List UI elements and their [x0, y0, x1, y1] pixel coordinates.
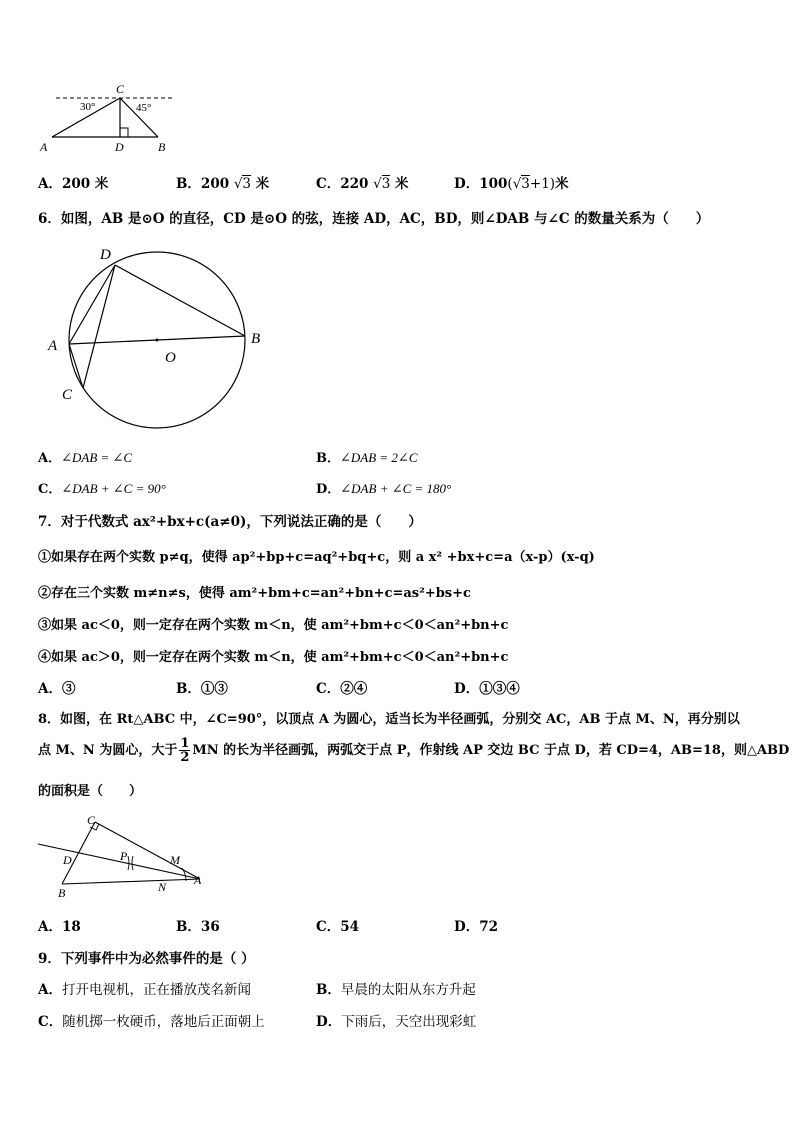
q6-option-d-letter: D．	[316, 482, 341, 497]
q9-option-b-text: 早晨的太阳从东方升起	[340, 982, 476, 998]
q7-option-b-text: ①③	[200, 681, 228, 697]
q5-option-b[interactable]	[176, 172, 269, 192]
fig8-label-n: N	[158, 880, 167, 894]
q8-option-d-text: 72	[479, 919, 499, 935]
q5-option-a[interactable]	[38, 172, 108, 192]
fig5-label-c: C	[116, 82, 125, 96]
fig8-label-c: C	[87, 813, 96, 827]
fig8-label-m: M	[170, 853, 180, 867]
q7-option-a-text: ③	[61, 681, 76, 697]
q7-stem-text: 对于代数式 ax²+bx+c(a≠0)，下列说法正确的是（ ）	[60, 514, 422, 530]
q7-option-c-letter: C．	[316, 681, 341, 697]
q6-stem-text: 如图，AB 是⊙O 的直径，CD 是⊙O 的弦，连接 AD，AC，BD，则∠DAB 与∠C 的数量关系为（ ）	[60, 211, 710, 227]
q9-number: 9．	[38, 951, 61, 967]
q9-option-c-text: 随机掷一枚硬币，落地后正面朝上	[62, 1014, 265, 1030]
q9-option-d-letter: D．	[316, 1014, 342, 1030]
q8-option-d[interactable]	[454, 915, 498, 935]
q8-frac-num: 1	[180, 736, 190, 751]
q9-option-a-text: 打开电视机，正在播放茂名新闻	[61, 982, 251, 998]
q8-line2-post: MN 的长为半径画弧，两弧交于点 P，作射线 AP 交边 BC 于点 D，若 CD=4，AB=18，则△ABD	[192, 743, 790, 758]
q6-option-b[interactable]	[316, 447, 418, 466]
q7-option-d-text: ①③④	[479, 681, 520, 697]
fig6-label-b: B	[251, 331, 261, 347]
q7-option-d-letter: D．	[454, 681, 480, 697]
fig8-label-d: D	[63, 853, 72, 867]
q6-option-c[interactable]	[38, 478, 166, 497]
q8-option-c-letter: C．	[316, 919, 341, 935]
q8-line1-text: 如图，在 Rt△ABC 中，∠C=90°，以顶点 A 为圆心，适当长为半径画弧，分别交 AC，AB 于点 M、N，再分别以	[60, 712, 740, 727]
q5-option-c-unit: 米	[395, 176, 409, 192]
sqrt-icon: √	[233, 176, 243, 192]
q5-option-c[interactable]	[316, 172, 409, 192]
q7-statement-3: ③如果 ac＜0，则一定存在两个实数 m＜n，使 am²+bm+c＜0＜an²+bn+c	[38, 618, 509, 633]
q5-option-d-paren: (	[507, 176, 513, 192]
fig5-label-a: A	[40, 140, 48, 154]
q5-option-d-rest: +1)	[529, 176, 556, 192]
q8-line2-pre: 点 M、N 为圆心，大于	[38, 743, 178, 758]
q8-option-a[interactable]	[38, 915, 81, 935]
q5-option-c-radicand: 3	[381, 176, 391, 192]
q9-stem	[38, 947, 255, 967]
q6-option-b-text: ∠DAB = 2∠C	[340, 450, 418, 465]
q7-statement-4: ④如果 ac＞0，则一定存在两个实数 m＜n，使 am²+bm+c＜0＜an²+bn+c	[38, 650, 509, 665]
q6-option-c-text: ∠DAB + ∠C = 90°	[61, 481, 166, 496]
fig6-label-c: C	[62, 387, 73, 403]
q5-figure	[36, 80, 176, 156]
q8-option-a-text: 18	[61, 919, 81, 935]
sqrt-icon: √	[512, 176, 522, 192]
q7-stem	[38, 510, 422, 530]
q9-option-c[interactable]	[38, 1010, 265, 1030]
q5-option-a-letter: A．	[38, 176, 62, 192]
q9-option-b[interactable]	[316, 978, 476, 998]
q6-option-a[interactable]	[38, 447, 132, 466]
q7-number: 7．	[38, 514, 61, 530]
q7-statement-1: ①如果存在两个实数 p≠q，使得 ap²+bp+c=aq²+bq+c，则 a x² +bx+c=a（x-p）(x-q)	[38, 550, 595, 565]
q8-option-c[interactable]	[316, 915, 359, 935]
q8-option-b[interactable]	[176, 915, 220, 935]
q9-option-d[interactable]	[316, 1010, 476, 1030]
q9-option-a[interactable]	[38, 978, 251, 998]
q9-option-d-text: 下雨后，天空出现彩虹	[341, 1014, 477, 1030]
q8-fraction	[179, 737, 190, 764]
q6-option-b-letter: B．	[316, 451, 340, 466]
q8-option-a-letter: A．	[38, 919, 62, 935]
fig5-label-b: B	[158, 140, 166, 154]
q7-option-a-letter: A．	[38, 681, 62, 697]
q5-option-d[interactable]	[454, 172, 569, 192]
q5-option-a-text: 200 米	[61, 176, 109, 192]
fig6-label-d: D	[100, 247, 111, 263]
q8-option-b-letter: B．	[176, 919, 201, 935]
fig8-label-p: P	[120, 849, 128, 863]
q7-option-b-letter: B．	[176, 681, 201, 697]
q8-stem-line2	[38, 734, 789, 768]
q8-option-b-text: 36	[200, 919, 220, 935]
q5-option-c-value: 220	[340, 176, 369, 192]
q6-figure	[40, 238, 280, 440]
q7-option-c[interactable]	[316, 677, 367, 697]
q6-option-a-letter: A．	[38, 451, 62, 466]
q8-option-c-text: 54	[340, 919, 360, 935]
q5-option-d-value: 100	[479, 176, 508, 192]
q9-option-a-letter: A．	[38, 982, 62, 998]
fig5-angle-45: 45°	[136, 102, 152, 114]
fig6-label-a: A	[48, 338, 58, 354]
fig8-label-b: B	[58, 886, 66, 900]
q7-option-d[interactable]	[454, 677, 520, 697]
q7-option-b[interactable]	[176, 677, 228, 697]
fig6-label-o: O	[165, 350, 176, 366]
q8-stem-line1	[38, 708, 740, 727]
q6-option-d-text: ∠DAB + ∠C = 180°	[340, 481, 452, 496]
q5-option-d-letter: D．	[454, 176, 480, 192]
q8-stem-line3: 的面积是（ ）	[38, 784, 143, 799]
q5-option-b-letter: B．	[176, 176, 201, 192]
q8-figure	[36, 810, 208, 900]
q7-option-a[interactable]	[38, 677, 75, 697]
q8-frac-den: 2	[180, 750, 190, 765]
q6-stem	[38, 207, 709, 227]
q6-number: 6．	[38, 211, 61, 227]
q8-number: 8．	[38, 712, 61, 727]
q6-option-c-letter: C．	[38, 482, 62, 497]
fig5-label-d: D	[115, 140, 124, 154]
q8-option-d-letter: D．	[454, 919, 480, 935]
q7-statement-2: ②存在三个实数 m≠n≠s，使得 am²+bm+c=an²+bn+c=as²+bs+c	[38, 586, 471, 601]
q9-stem-text: 下列事件中为必然事件的是（ ）	[60, 951, 255, 967]
q7-option-c-text: ②④	[340, 681, 368, 697]
q5-option-d-radicand: 3	[521, 176, 530, 192]
fig5-angle-30: 30°	[80, 101, 96, 113]
q5-option-b-unit: 米	[255, 176, 270, 192]
sqrt-icon: √	[373, 176, 382, 192]
q5-option-c-letter: C．	[316, 176, 341, 192]
q6-option-d[interactable]	[316, 478, 451, 497]
q5-option-b-radicand: 3	[242, 176, 252, 192]
q9-option-c-letter: C．	[38, 1014, 63, 1030]
q5-option-d-unit: 米	[555, 176, 569, 192]
q9-option-b-letter: B．	[316, 982, 341, 998]
fig8-label-a: A	[194, 873, 202, 887]
q6-option-a-text: ∠DAB = ∠C	[61, 450, 133, 465]
q5-option-b-value: 200	[200, 176, 230, 192]
